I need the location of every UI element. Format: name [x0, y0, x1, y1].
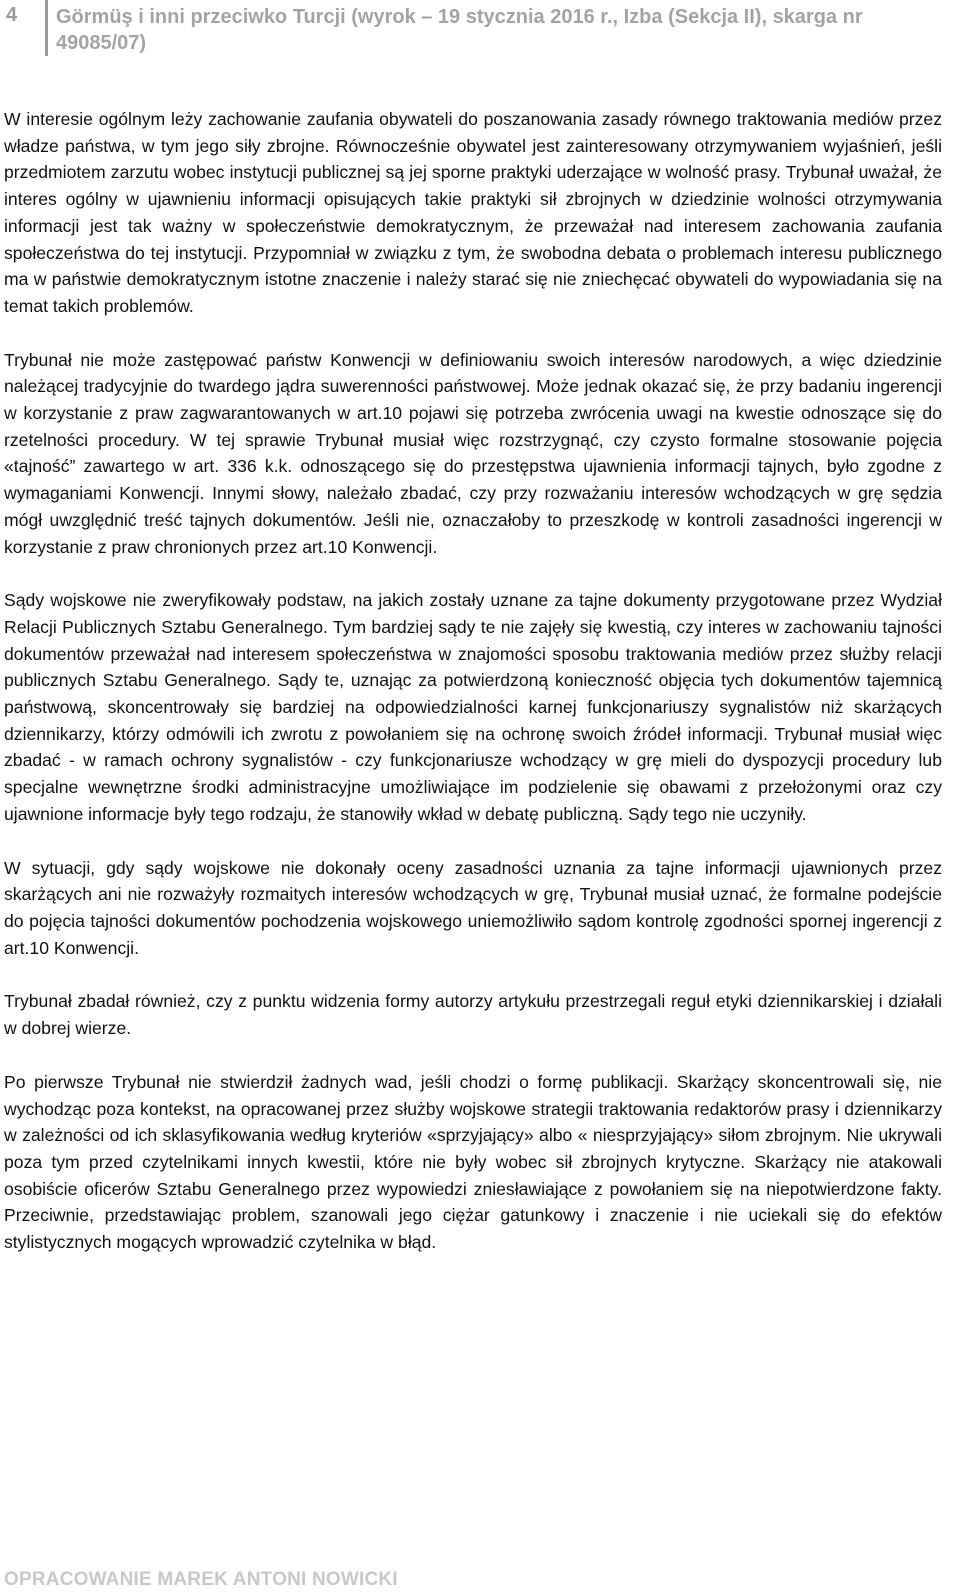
page-footer: OPRACOWANIE MAREK ANTONI NOWICKI — [4, 1569, 398, 1590]
page-header — [0, 0, 960, 58]
paragraph: W interesie ogólnym leży zachowanie zaufania obywateli do poszanowania zasady równego traktowania mediów przez władze państwa, w tym jego siły zbrojne. Równocześnie obywatel jest zainteresowany otrzymywaniem wyjaśnień, jeśli przedmiotem zarzutu wobec instytucji publicznej są jej sporne praktyki uderzające w wolność prasy. Trybunał uważał, że interes ogólny w ujawnieniu informacji opisujących takie praktyki sił zbrojnych w dziedzinie wolności otrzymywania informacji jest tak ważny w społeczeństwie demokratycznym, że przeważał nad interesem zachowania zaufania społeczeństwa do tej instytucji. Przypomniał w związku z tym, że swobodna debata o problemach interesu publicznego ma w państwie demokratycznym istotne znaczenie i należy starać się nie zniechęcać obywateli do wypowiadania się na temat takich problemów. — [4, 109, 942, 316]
paragraph: W sytuacji, gdy sądy wojskowe nie dokonały oceny zasadności uznania za tajne informacji ujawnionych przez skarżących ani nie rozważyły rozmaitych interesów wchodzących w grę, Trybunał musiał uznać, że formalne podejście do pojęcia tajności dokumentów pochodzenia wojskowego uniemożliwiło sądom kontrolę zgodności spornej ingerencji z art.10 Konwencji. — [4, 857, 942, 958]
paragraph: Sądy wojskowe nie zweryfikowały podstaw, na jakich zostały uznane za tajne dokumenty przygotowane przez Wydział Relacji Publicznych Sztabu Generalnego. Tym bardziej sądy te nie zajęły się kwestią, czy interes w zachowaniu tajności dokumentów przeważał nad interesem społeczeństwa w znajomości sposobu traktowania mediów przez służby relacji publicznych Sztabu Generalnego. Sądy te, uznając za potwierdzoną konieczność objęcia tych dokumentów tajemnicą państwową, skoncentrowały się bardziej na odpowiedzialności karnej funkcjonariuszy sygnalistów niż skarżących dziennikarzy, którzy odmówili ich zwrotu z powołaniem się na ochronę swoich źródeł informacji. Trybunał musiał więc zbadać - w ramach ochrony sygnalistów - czy funkcjonariusze wchodzący w grę mieli do dyspozycji procedury lub specjalne wewnętrzne środki administracyjne umożliwiające im podzielenie się obawami z przełożonymi oraz czy ujawnione informacje były tego rodzaju, że stanowiły wkład w debatę publiczną. Sądy tego nie uczyniły. — [4, 590, 942, 824]
paragraph: Trybunał zbadał również, czy z punktu widzenia formy autorzy artykułu przestrzegali reguł etyki dziennikarskiej i działali w dobrej wierze. — [4, 991, 942, 1039]
paragraph: Trybunał nie może zastępować państw Konwencji w definiowaniu swoich interesów narodowych, a więc dziedzinie należącej tradycyjnie do twardego jądra suwerenności państwowej. Może jednak okazać się, że przy badaniu ingerencji w korzystanie z praw zagwarantowanych w art.10 pojawi się potrzeba zwrócenia uwagi na kwestie odnoszące się do rzetelności procedury. W tej sprawie Trybunał musiał więc rozstrzygnąć, czy czysto formalne stosowanie pojęcia «tajność” zawartego w art. 336 k.k. odnoszącego się do przestępstwa ujawnienia informacji tajnych, było zgodne z wymaganiami Konwencji. Innymi słowy, należało zbadać, czy przy rozważaniu interesów wchodzących w grę sędzia mógł uwzględnić treść tajnych dokumentów. Jeśli nie, oznaczałoby to przeszkodę w kontroli zasadności ingerencji w korzystanie z praw chronionych przez art.10 Konwencji. — [4, 349, 942, 557]
header-title: Görmüş i inni przeciwko Turcji (wyrok – 19 stycznia 2016 r., Izba (Sekcja II), skarga nr 49085/07) — [56, 6, 863, 54]
page-number: 4 — [6, 4, 18, 26]
paragraph: Po pierwsze Trybunał nie stwierdził żadnych wad, jeśli chodzi o formę publikacji. Skarżący skoncentrowali się, nie wychodząc poza kontekst, na opracowanej przez służby wojskowe strategii traktowania redaktorów prasy i dziennikarzy w zależności od ich sklasyfikowania według kryteriów «sprzyjający» albo « niesprzyjający» siłom zbrojnym. Nie ukrywali poza tym przed czytelnikami innych kwestii, które nie były wobec sił zbrojnych krytyczne. Skarżący nie atakowali osobiście oficerów Sztabu Generalnego przez wypowiedzi zniesławiające z powołaniem się na niepotwierdzone fakty. Przeciwnie, przedstawiając problem, szanowali jego ciężar gatunkowy i znaczenie i nie uciekali się do efektów stylistycznych mogących wprowadzić czytelnika w błąd. — [4, 1071, 942, 1253]
document-body — [4, 106, 942, 1283]
header-divider — [45, 0, 48, 56]
